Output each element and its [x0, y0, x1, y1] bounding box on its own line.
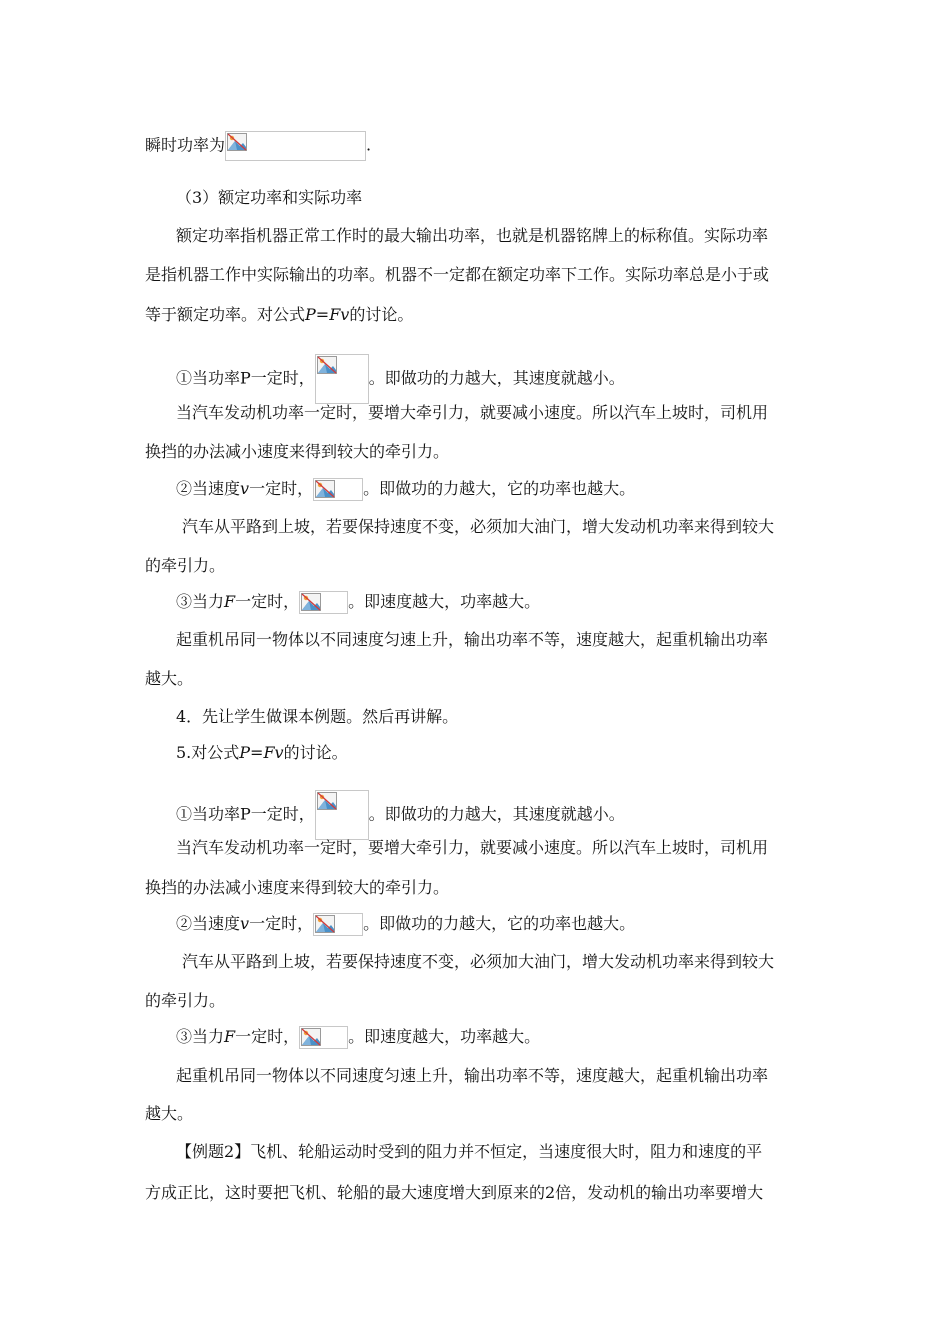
text: 。即做功的力越大，其速度就越小。	[368, 368, 625, 388]
broken-image-icon	[317, 356, 337, 374]
text: 一定时，	[249, 914, 314, 933]
variable: F	[224, 1027, 236, 1046]
text: 5.对公式	[176, 743, 240, 762]
formula-image	[225, 131, 366, 161]
paragraph-line: 方成正比，这时要把飞机、轮船的最大速度增大到原来的2倍，发动机的输出功率要增大	[145, 1183, 764, 1202]
paragraph-line: 4．先让学生做课本例题。然后再讲解。	[176, 707, 459, 726]
text: 的讨论。	[349, 305, 414, 324]
paragraph-line: 起重机吊同一物体以不同速度匀速上升，输出功率不等，速度越大，起重机输出功率	[176, 630, 769, 649]
list-item-3	[176, 1026, 540, 1049]
formula-image	[299, 591, 348, 614]
formula-text: P=Fv	[239, 743, 284, 762]
text: ①当功率P一定时，	[176, 368, 315, 388]
paragraph-line: 额定功率指机器正常工作时的最大输出功率，也就是机器铭牌上的标称值。实际功率	[176, 226, 769, 245]
formula-text: P=Fv	[305, 305, 350, 324]
broken-image-icon	[315, 480, 335, 498]
broken-image-icon	[301, 593, 321, 611]
paragraph-line: 的牵引力。	[145, 991, 226, 1010]
formula-image	[315, 354, 369, 404]
text: 的讨论。	[283, 743, 348, 762]
paragraph-line: 当汽车发动机功率一定时，要增大牵引力，就要减小速度。所以汽车上坡时，司机用	[176, 403, 769, 422]
paragraph-line: 起重机吊同一物体以不同速度匀速上升，输出功率不等，速度越大，起重机输出功率	[176, 1066, 769, 1085]
section-heading: （3）额定功率和实际功率	[176, 188, 363, 207]
list-item-1	[176, 790, 625, 840]
formula-image	[299, 1026, 348, 1049]
formula-image	[313, 913, 363, 936]
paragraph-line: 当汽车发动机功率一定时，要增大牵引力，就要减小速度。所以汽车上坡时，司机用	[176, 838, 769, 857]
formula-image	[315, 790, 369, 840]
text: 等于额定功率。对公式	[145, 305, 306, 324]
paragraph-line: 的牵引力。	[145, 556, 226, 575]
text: 。即速度越大，功率越大。	[348, 592, 541, 611]
paragraph-line	[176, 743, 348, 763]
paragraph-line: 越大。	[145, 1104, 194, 1123]
text: 瞬时功率为	[145, 135, 226, 155]
paragraph-line: 换挡的办法减小速度来得到较大的牵引力。	[145, 442, 450, 461]
broken-image-icon	[227, 133, 247, 151]
broken-image-icon	[317, 792, 337, 810]
list-item-3	[176, 591, 540, 614]
paragraph-instantaneous-power	[145, 131, 371, 161]
text: 一定时，	[249, 479, 314, 498]
text: 一定时，	[235, 592, 300, 611]
variable: v	[240, 479, 250, 498]
paragraph-line	[145, 305, 413, 325]
text: 。即做功的力越大，其速度就越小。	[368, 804, 625, 824]
text: 。即做功的力越大，它的功率也越大。	[363, 914, 636, 933]
formula-image	[313, 478, 363, 501]
paragraph-line: 汽车从平路到上坡，若要保持速度不变，必须加大油门，增大发动机功率来得到较大	[182, 952, 775, 971]
text: 。即做功的力越大，它的功率也越大。	[363, 479, 636, 498]
list-item-2	[176, 478, 635, 501]
text: ③当力	[176, 1027, 225, 1046]
text: .	[366, 135, 372, 155]
list-item-2	[176, 913, 635, 936]
paragraph-line: 越大。	[145, 669, 194, 688]
text: ②当速度	[176, 914, 241, 933]
variable: v	[240, 914, 250, 933]
text: ①当功率P一定时，	[176, 804, 315, 824]
broken-image-icon	[315, 915, 335, 933]
broken-image-icon	[301, 1028, 321, 1046]
text: 。即速度越大，功率越大。	[348, 1027, 541, 1046]
text: 一定时，	[235, 1027, 300, 1046]
text: ③当力	[176, 592, 225, 611]
text: ②当速度	[176, 479, 241, 498]
variable: F	[224, 592, 236, 611]
list-item-1	[176, 354, 625, 404]
paragraph-line: 是指机器工作中实际输出的功率。机器不一定都在额定功率下工作。实际功率总是小于或	[145, 265, 770, 284]
paragraph-line: 汽车从平路到上坡，若要保持速度不变，必须加大油门，增大发动机功率来得到较大	[182, 517, 775, 536]
example-heading-line: 【例题2】飞机、轮船运动时受到的阻力并不恒定，当速度很大时，阻力和速度的平	[176, 1142, 763, 1161]
paragraph-line: 换挡的办法减小速度来得到较大的牵引力。	[145, 878, 450, 897]
